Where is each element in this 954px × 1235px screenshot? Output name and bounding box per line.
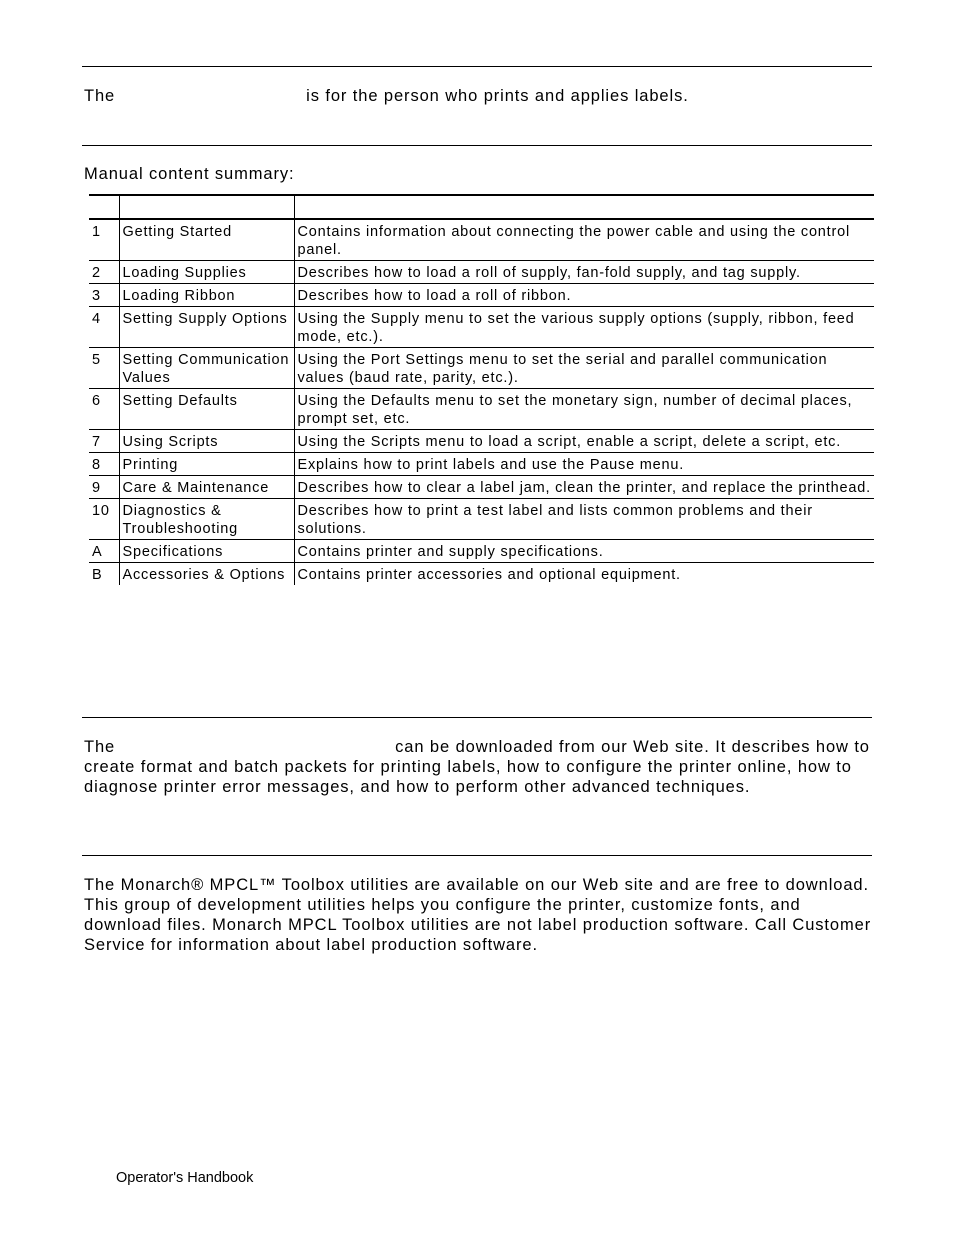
audience-paragraph: [84, 86, 874, 106]
reference-the: The: [84, 738, 116, 756]
chapter-title: Loading Ribbon: [119, 284, 294, 307]
header-cell: [294, 195, 874, 219]
chapter-number: 6: [89, 389, 119, 430]
audience-the: The: [84, 87, 116, 105]
reference-paragraph: [84, 737, 874, 797]
chapter-title: Setting Communication Values: [119, 348, 294, 389]
table-row: [89, 476, 874, 499]
section-rule-1: [82, 145, 872, 146]
table-row: [89, 453, 874, 476]
header-cell: [89, 195, 119, 219]
chapter-number: 3: [89, 284, 119, 307]
table-row: [89, 499, 874, 540]
chapter-description: Describes how to load a roll of ribbon.: [294, 284, 874, 307]
chapter-number: B: [92, 567, 103, 583]
chapter-title: Diagnostics & Troubleshooting: [119, 499, 294, 540]
chapter-title: Printing: [119, 453, 294, 476]
chapter-number: 7: [89, 430, 119, 453]
chapter-number: 5: [89, 348, 119, 389]
chapter-description: Using the Defaults menu to set the monetary sign, number of decimal places, prompt set, etc.: [294, 389, 874, 430]
header-cell: [119, 195, 294, 219]
chapter-number: 10: [89, 499, 119, 540]
chapter-number: 9: [89, 476, 119, 499]
chapter-description: Describes how to print a test label and lists common problems and their solutions.: [294, 499, 874, 540]
chapter-title: Loading Supplies: [119, 261, 294, 284]
contents-table: [89, 194, 874, 585]
chapter-description: Contains information about connecting the power cable and using the control panel.: [294, 219, 874, 261]
table-row: [89, 563, 874, 586]
chapter-title: Setting Defaults: [119, 389, 294, 430]
table-row: [89, 219, 874, 261]
chapter-description: Describes how to load a roll of supply, fan-fold supply, and tag supply.: [294, 261, 874, 284]
table-row: [89, 430, 874, 453]
chapter-description: Using the Supply menu to set the various supply options (supply, ribbon, feed mode, etc.).: [294, 307, 874, 348]
table-row: [89, 540, 874, 563]
chapter-title: Setting Supply Options: [119, 307, 294, 348]
audience-text: is for the person who prints and applies labels.: [306, 87, 689, 105]
chapter-title: Care & Maintenance: [119, 476, 294, 499]
table-row: [89, 307, 874, 348]
table-header-row: [89, 195, 874, 219]
chapter-number: 2: [89, 261, 119, 284]
chapter-description: Using the Scripts menu to load a script, enable a script, delete a script, etc.: [294, 430, 874, 453]
chapter-description: Explains how to print labels and use the Pause menu.: [294, 453, 874, 476]
top-rule: [82, 66, 872, 67]
chapter-title: Specifications: [119, 540, 294, 563]
table-row: [89, 389, 874, 430]
section-rule-3: [82, 855, 872, 856]
table-row: [89, 284, 874, 307]
chapter-number: 4: [89, 307, 119, 348]
reference-text: can be downloaded from our Web site. It describes how to create format and batch packets for printing labels, how to configure the printer online, how to diagnose printer error messages, and how to perform other advanced techniques.: [84, 738, 870, 796]
chapter-description: Contains printer and supply specifications.: [294, 540, 874, 563]
toolbox-paragraph: The Monarch® MPCL™ Toolbox utilities are available on our Web site and are free to download. This group of development utilities helps you configure the printer, customize fonts, and download files. Monarch MPCL Toolbox utilities are not label production software. Call Customer Service for information about label production software.: [84, 876, 872, 954]
table-row: [89, 348, 874, 389]
chapter-number: 1: [89, 219, 119, 261]
chapter-description: Contains printer accessories and optional equipment.: [294, 563, 874, 586]
chapter-number: 8: [89, 453, 119, 476]
table-row: [89, 261, 874, 284]
section-rule-2: [82, 717, 872, 718]
chapter-title: Using Scripts: [119, 430, 294, 453]
summary-heading: Manual content summary:: [84, 165, 295, 183]
footer-title: Operator's Handbook: [116, 1170, 254, 1186]
chapter-description: Describes how to clear a label jam, clean the printer, and replace the printhead.: [294, 476, 874, 499]
chapter-title: Getting Started: [119, 219, 294, 261]
chapter-number: A: [89, 540, 119, 563]
chapter-title: Accessories & Options: [119, 563, 294, 586]
chapter-description: Using the Port Settings menu to set the serial and parallel communication values (baud rate, parity, etc.).: [294, 348, 874, 389]
